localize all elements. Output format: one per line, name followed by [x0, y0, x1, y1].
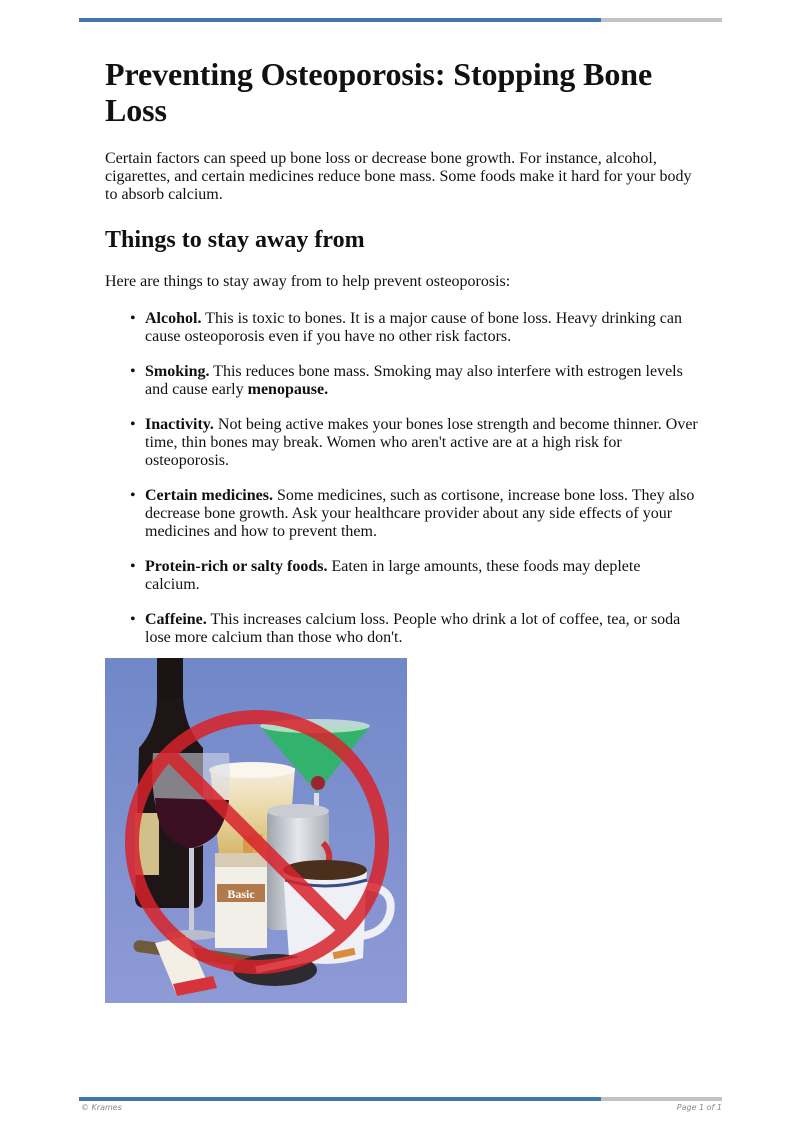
footer-rule	[79, 1097, 722, 1101]
list-item-emphasis: menopause.	[247, 381, 329, 398]
document-body	[105, 56, 705, 664]
header-rule-blue	[79, 18, 601, 22]
list-item-caffeine	[145, 611, 705, 647]
list-item-alcohol	[145, 310, 705, 346]
footer-rule-grey	[601, 1097, 722, 1101]
list-item-text: Not being active makes your bones lose strength and become thinner. Over time, thin bones may break. Women who aren't active are at a high risk for osteoporosis.	[145, 416, 698, 469]
list-item-term: Certain medicines.	[145, 487, 273, 504]
list-item-text: Some medicines, such as cortisone, increase bone loss. They also decrease bone growth. Ask your healthcare provider about any side effects of your medicines and how to prevent them.	[145, 487, 695, 540]
header-rule-grey	[601, 18, 722, 22]
footer-rule-blue	[79, 1097, 601, 1101]
list-item-medicines	[145, 487, 705, 541]
prohibition-photo	[105, 658, 407, 1003]
list-item-text: This is toxic to bones. It is a major cause of bone loss. Heavy drinking can cause osteoporosis even if you have no other risk factors.	[145, 310, 682, 345]
list-item-term: Alcohol.	[145, 310, 202, 327]
list-item-foods	[145, 558, 705, 594]
list-item-smoking	[145, 363, 705, 399]
header-rule	[79, 18, 722, 22]
list-item-text: Eaten in large amounts, these foods may deplete calcium.	[145, 558, 641, 593]
list-item-text: This reduces bone mass. Smoking may also interfere with estrogen levels and cause early	[145, 363, 683, 398]
list-item-term: Caffeine.	[145, 611, 207, 628]
page-number: Page 1 of 1	[676, 1103, 722, 1112]
list-item-inactivity	[145, 416, 705, 470]
list-item-term: Smoking.	[145, 363, 210, 380]
list-item-term: Protein-rich or salty foods.	[145, 558, 328, 575]
copyright-text: © Krames	[81, 1103, 122, 1112]
list-item-term: Inactivity.	[145, 416, 214, 433]
avoid-list	[105, 310, 705, 647]
list-item-text: This increases calcium loss. People who drink a lot of coffee, tea, or soda lose more calcium than those who don't.	[145, 611, 681, 646]
section-lead: Here are things to stay away from to help prevent osteoporosis:	[105, 273, 511, 290]
page-title: Preventing Osteoporosis: Stopping Bone Loss	[105, 56, 653, 128]
svg-text:Basic: Basic	[227, 887, 255, 901]
section-heading: Things to stay away from	[105, 227, 365, 253]
intro-paragraph: Certain factors can speed up bone loss or decrease bone growth. For instance, alcohol, cigarettes, and certain medicines reduce bone mass. Some foods make it hard for your body to absorb calcium.	[105, 150, 692, 203]
